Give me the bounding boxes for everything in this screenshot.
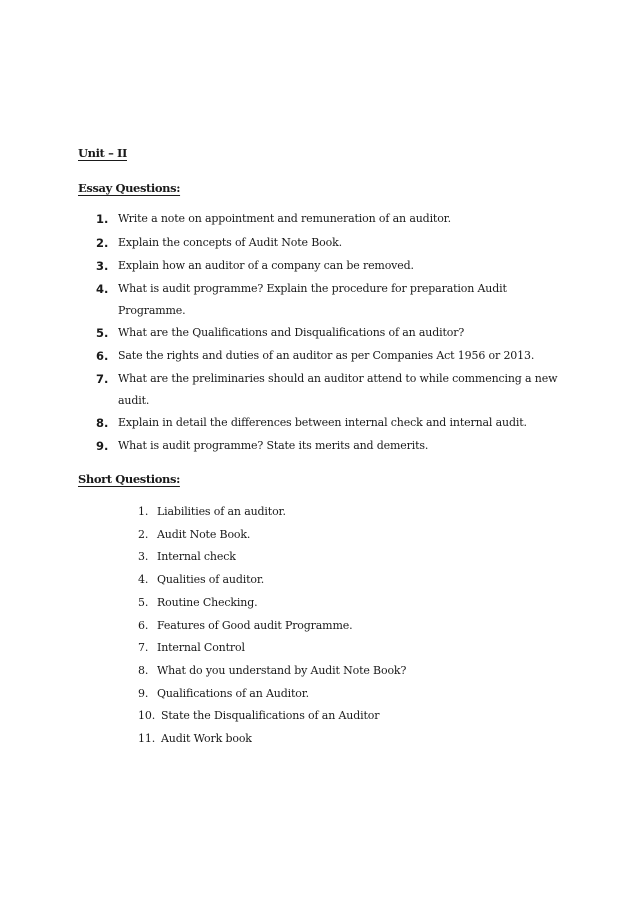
short-question-number: 7. (138, 641, 149, 654)
short-question-text: Audit Note Book. (157, 528, 251, 541)
essay-question-text: What are the preliminaries should an auditor attend to while commencing a new (118, 372, 558, 385)
essay-question-text-continued: audit. (118, 394, 150, 407)
short-question-text: Internal Control (157, 641, 245, 654)
short-question-item (138, 664, 406, 678)
short-question-number: 11. (138, 732, 156, 745)
essay-question-text: Explain how an auditor of a company can be removed. (118, 259, 414, 272)
short-question-item (138, 619, 352, 633)
short-question-item (138, 732, 252, 746)
short-question-text: Qualifications of an Auditor. (157, 687, 309, 700)
short-question-item (138, 528, 250, 542)
short-question-number: 9. (138, 687, 149, 700)
short-question-text: Liabilities of an auditor. (157, 505, 286, 518)
short-question-item (138, 641, 245, 655)
short-question-item (138, 505, 286, 519)
short-question-text: What do you understand by Audit Note Book? (157, 664, 407, 677)
essay-question-text: Explain the concepts of Audit Note Book. (118, 236, 342, 249)
essay-question-text: What is audit programme? State its merits and demerits. (118, 439, 429, 452)
essay-question-number: 7. (96, 372, 109, 386)
short-question-number: 1. (138, 505, 149, 518)
short-question-item (138, 550, 236, 564)
short-question-number: 5. (138, 596, 149, 609)
essay-questions-heading: Essay Questions: (78, 181, 181, 195)
short-question-number: 2. (138, 528, 149, 541)
short-question-number: 3. (138, 550, 149, 563)
essay-question-text: Sate the rights and duties of an auditor as per Companies Act 1956 or 2013. (118, 349, 535, 362)
short-question-number: 6. (138, 619, 149, 632)
short-question-text: Audit Work book (161, 732, 252, 745)
short-question-text: Qualities of auditor. (157, 573, 265, 586)
essay-question-text: What is audit programme? Explain the procedure for preparation Audit (118, 282, 507, 295)
essay-question-text: What are the Qualifications and Disqualifications of an auditor? (118, 326, 465, 339)
short-question-item (138, 573, 264, 587)
essay-question-number: 4. (96, 282, 109, 296)
short-questions-heading: Short Questions: (78, 472, 180, 486)
short-question-number: 4. (138, 573, 149, 586)
essay-question-number: 2. (96, 236, 109, 250)
short-question-item (138, 709, 379, 723)
short-question-text: Features of Good audit Programme. (157, 619, 353, 632)
essay-question-number: 8. (96, 416, 109, 430)
short-question-text: Internal check (157, 550, 236, 563)
essay-question-number: 6. (96, 349, 109, 363)
essay-question-text-continued: Programme. (118, 304, 186, 317)
essay-question-number: 9. (96, 439, 109, 453)
essay-question-text: Write a note on appointment and remuneration of an auditor. (118, 212, 451, 225)
essay-question-text: Explain in detail the differences between internal check and internal audit. (118, 416, 527, 429)
short-question-text: Routine Checking. (157, 596, 258, 609)
short-question-item (138, 687, 309, 701)
essay-question-number: 1. (96, 212, 109, 226)
short-question-number: 8. (138, 664, 149, 677)
unit-title: Unit – II (78, 146, 127, 160)
essay-question-number: 5. (96, 326, 109, 340)
short-question-text: State the Disqualifications of an Auditor (161, 709, 380, 722)
essay-question-number: 3. (96, 259, 109, 273)
short-question-item (138, 596, 257, 610)
short-question-number: 10. (138, 709, 156, 722)
